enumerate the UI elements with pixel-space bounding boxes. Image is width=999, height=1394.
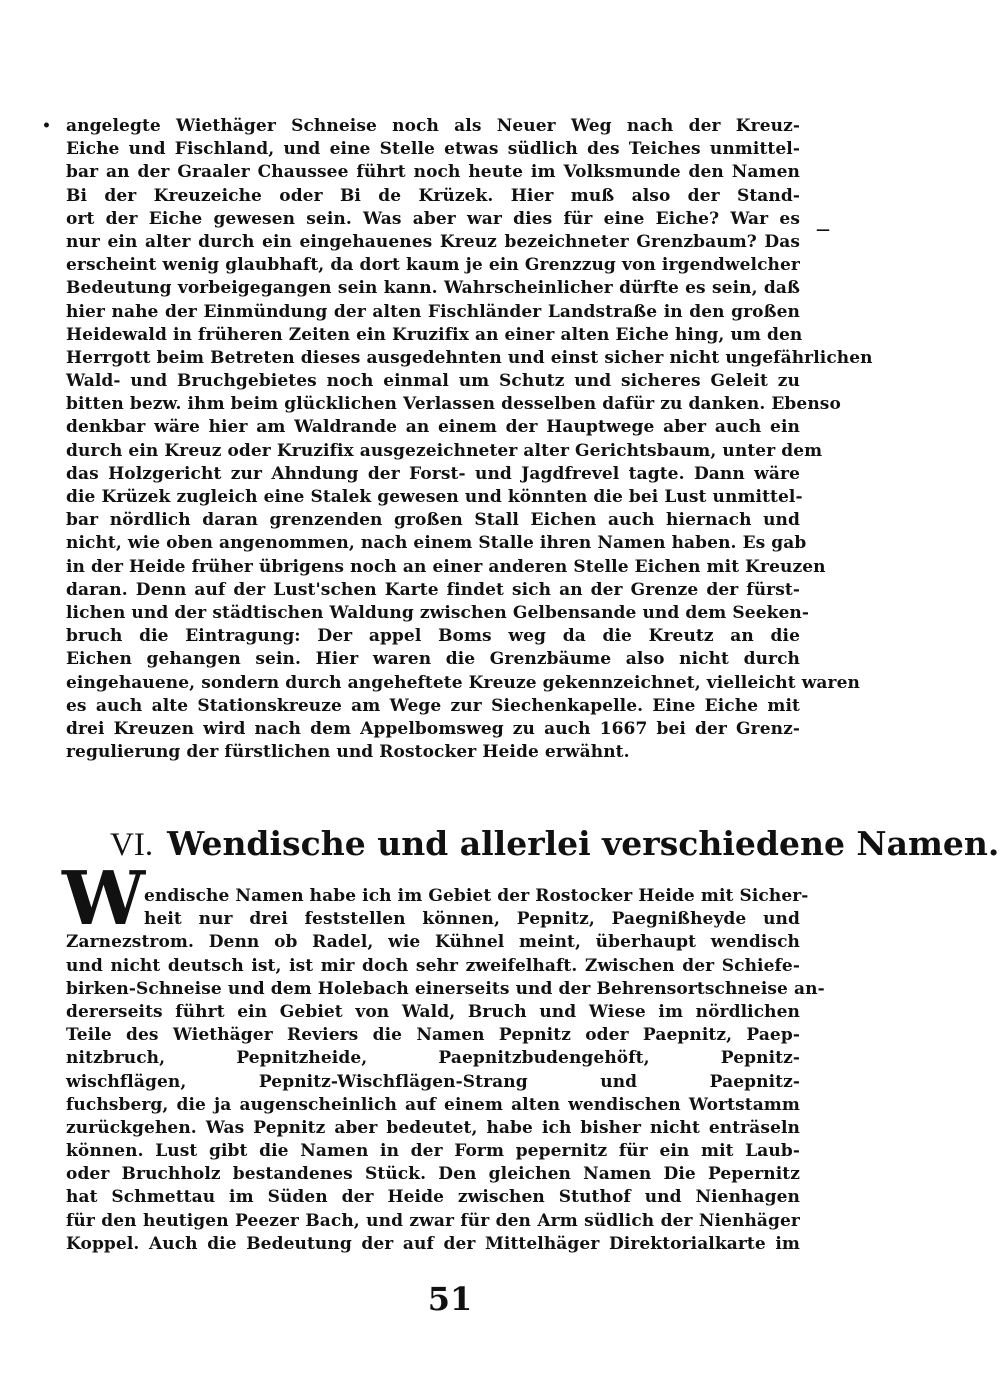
margin-dot: • bbox=[42, 118, 51, 134]
text-line: bar nördlich daran grenzenden großen Stall Eichen auch hiernach und bbox=[66, 510, 800, 531]
text-line: eingehauene, sondern durch angeheftete Kreuze gekennzeichnet, vielleicht waren bbox=[66, 672, 860, 693]
text-line: birken-Schneise und dem Holebach einerseits und der Behrensortschneise an- bbox=[66, 978, 825, 999]
page-number: 51 bbox=[427, 1280, 473, 1318]
text-line: angelegte Wiethäger Schneise noch als Neuer Weg nach der Kreuz- bbox=[66, 116, 800, 136]
text-line: nicht, wie oben angenommen, nach einem Stalle ihren Namen haben. Es gab bbox=[66, 533, 807, 554]
text-line: bar an der Graaler Chaussee führt noch heute im Volksmunde den Namen bbox=[66, 162, 800, 183]
text-line: Zarnezstrom. Denn ob Radel, wie Kühnel meint, überhaupt wendisch bbox=[66, 932, 800, 953]
text-line: ort der Eiche gewesen sein. Was aber war dies für eine Eiche? War es bbox=[66, 208, 800, 229]
text-line: dererseits führt ein Gebiet von Wald, Bruch und Wiese im nördlichen bbox=[66, 1001, 800, 1022]
text-line: bruch die Eintragung: Der appel Boms weg da die Kreutz an die bbox=[66, 626, 800, 647]
text-line: endische Namen habe ich im Gebiet der Rostocker Heide mit Sicher- bbox=[144, 886, 809, 906]
text-line: hat Schmettau im Süden der Heide zwischen Stuthof und Nienhagen bbox=[66, 1187, 800, 1208]
text-line: das Holzgericht zur Ahndung der Forst- und Jagdfrevel tagte. Dann wäre bbox=[66, 463, 800, 484]
text-line: Koppel. Auch die Bedeutung der auf der Mittelhäger Direktorialkarte im bbox=[66, 1233, 800, 1254]
text-line: erscheint wenig glaubhaft, da dort kaum je ein Grenzzug von irgendwelcher bbox=[66, 255, 800, 276]
text-line: drei Kreuzen wird nach dem Appelbomsweg zu auch 1667 bei der Grenz- bbox=[66, 718, 800, 739]
text-line: Teile des Wiethäger Reviers die Namen Pepnitz oder Paepnitz, Paep- bbox=[66, 1025, 800, 1046]
text-line: wischflägen, Pepnitz-Wischflägen-Strang und Paepnitz- bbox=[66, 1071, 800, 1092]
text-line: Herrgott beim Betreten dieses ausgedehnten und einst sicher nicht ungefährlichen bbox=[66, 347, 873, 368]
text-line: bitten bezw. ihm beim glücklichen Verlassen desselben dafür zu danken. Ebenso bbox=[66, 394, 841, 415]
text-line: fuchsberg, die ja augenscheinlich auf einem alten wendischen Wortstamm bbox=[66, 1094, 800, 1115]
paragraph-section-vi bbox=[66, 885, 825, 1256]
section-number: VI. bbox=[110, 827, 154, 863]
text-line: denkbar wäre hier am Waldrande an einem der Hauptwege aber auch ein bbox=[66, 417, 800, 438]
text-line: Eichen gehangen sein. Hier waren die Grenzbäume also nicht durch bbox=[66, 649, 800, 670]
text-line: lichen und der städtischen Waldung zwischen Gelbensande und dem Seeken- bbox=[66, 602, 810, 623]
section-title: Wendische und allerlei verschiedene Namen. bbox=[167, 824, 999, 863]
drop-capital: W bbox=[62, 856, 146, 942]
text-line: Wald- und Bruchgebietes noch einmal um Schutz und sicheres Geleit zu bbox=[66, 371, 800, 392]
text-line: für den heutigen Peezer Bach, und zwar für den Arm südlich der Nienhäger bbox=[66, 1210, 800, 1231]
section-heading bbox=[110, 822, 999, 867]
text-line: durch ein Kreuz oder Kruzifix ausgezeichneter alter Gerichtsbaum, unter dem bbox=[66, 440, 823, 461]
text-line: die Krüzek zugleich eine Stalek gewesen und könnten die bei Lust unmittel- bbox=[66, 487, 803, 507]
text-line: es auch alte Stationskreuze am Wege zur Siechenkapelle. Eine Eiche mit bbox=[66, 695, 800, 716]
text-line: Heidewald in früheren Zeiten ein Kruzifix an einer alten Eiche hing, um den bbox=[66, 324, 803, 345]
text-line: zurückgehen. Was Pepnitz aber bedeutet, habe ich bisher nicht enträseln bbox=[66, 1117, 800, 1138]
text-line: Bi der Kreuzeiche oder Bi de Krüzek. Hier muß also der Stand- bbox=[66, 185, 800, 206]
text-line: und nicht deutsch ist, ist mir doch sehr zweifelhaft. Zwischen der Schiefe- bbox=[66, 955, 800, 976]
text-line: daran. Denn auf der Lust'schen Karte findet sich an der Grenze der fürst- bbox=[66, 579, 800, 600]
text-line: oder Bruchholz bestandenes Stück. Den gleichen Namen Die Pepernitz bbox=[66, 1164, 800, 1185]
margin-dash: — bbox=[816, 222, 830, 238]
text-line: regulierung der fürstlichen und Rostocker Heide erwähnt. bbox=[66, 742, 630, 763]
text-line: nur ein alter durch ein eingehauenes Kreuz bezeichneter Grenzbaum? Das bbox=[66, 231, 800, 252]
text-line: in der Heide früher übrigens noch an einer anderen Stelle Eichen mit Kreuzen bbox=[66, 556, 826, 577]
text-line: können. Lust gibt die Namen in der Form pepernitz für ein mit Laub- bbox=[66, 1141, 800, 1162]
text-line: heit nur drei feststellen können, Pepnitz, Paegnißheyde und bbox=[144, 909, 800, 930]
paragraph-continued bbox=[66, 115, 873, 764]
text-line: Eiche und Fischland, und eine Stelle etwas südlich des Teiches unmittel- bbox=[66, 139, 800, 160]
text-line: hier nahe der Einmündung der alten Fischländer Landstraße in den großen bbox=[66, 301, 800, 322]
text-line: Bedeutung vorbeigegangen sein kann. Wahrscheinlicher dürfte es sein, daß bbox=[66, 278, 800, 299]
text-line: nitzbruch, Pepnitzheide, Paepnitzbudengehöft, Pepnitz- bbox=[66, 1048, 800, 1069]
